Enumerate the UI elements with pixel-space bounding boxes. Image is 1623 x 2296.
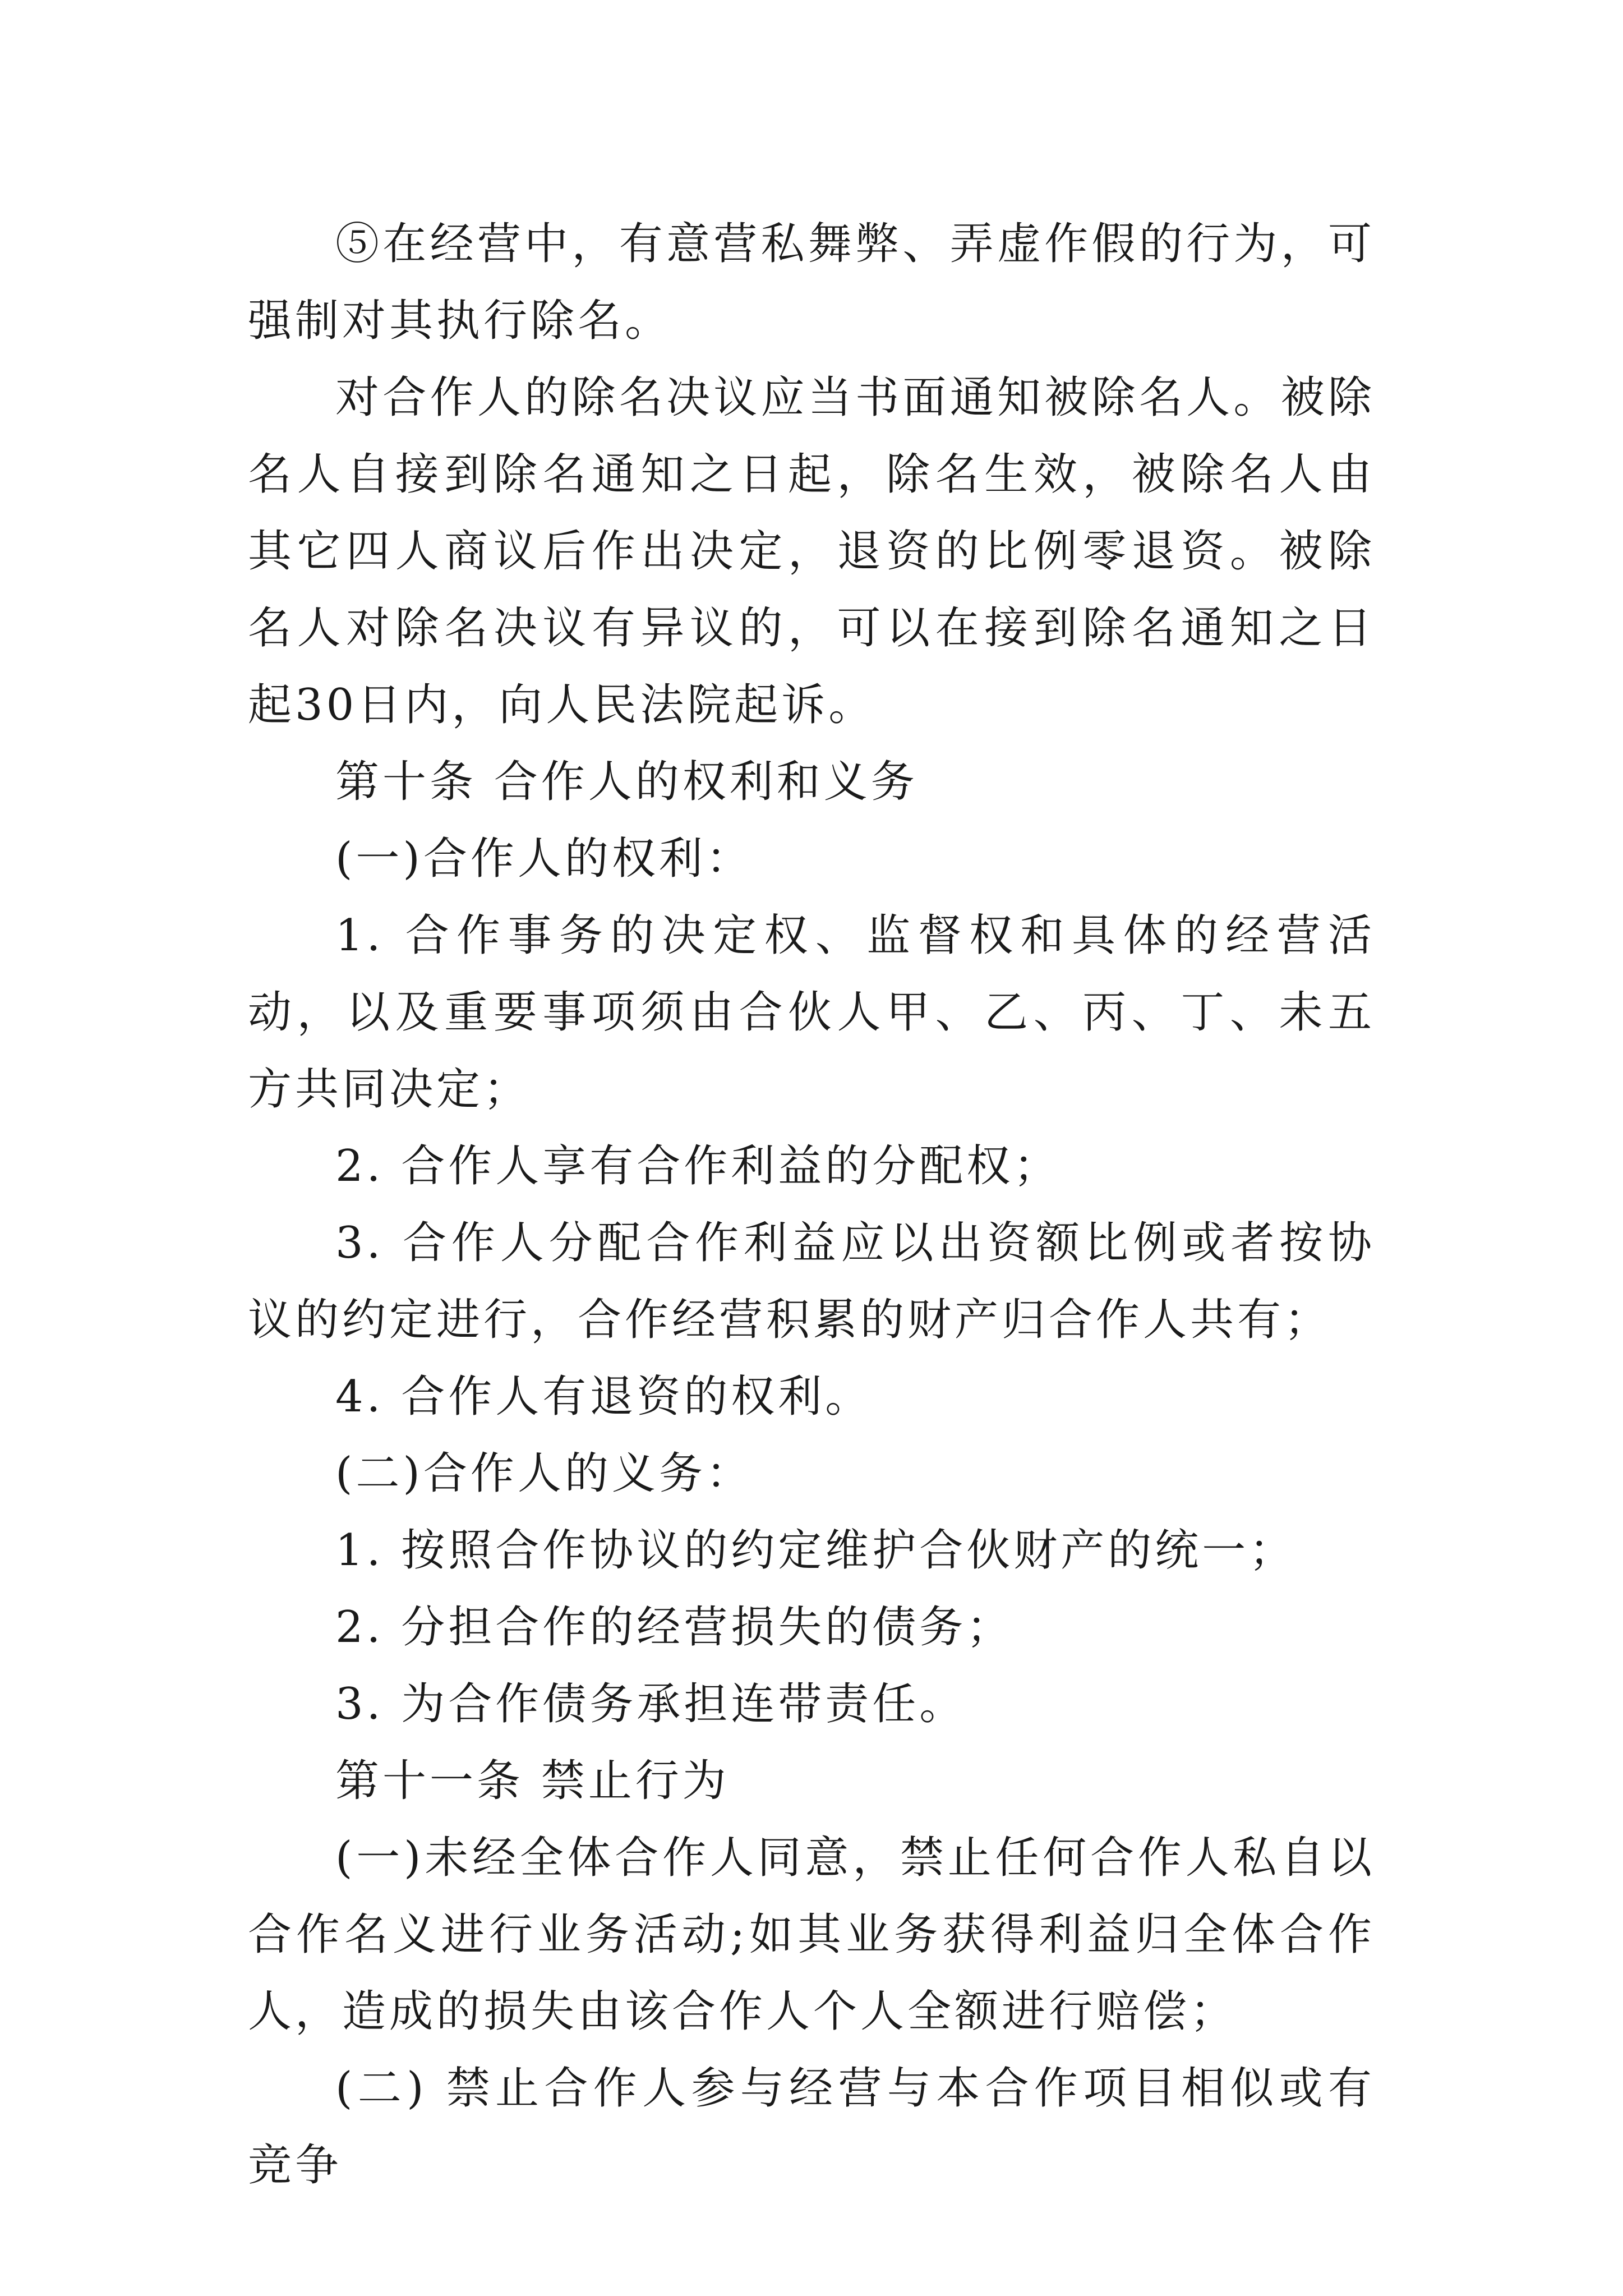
subheading-rights: (一)合作人的权利： [335, 834, 753, 884]
obligations-item-2: 2. 分担合作的经营损失的债务； [335, 1602, 1014, 1653]
obligations-item-1: 1. 按照合作协议的约定维护合伙财产的统一； [335, 1525, 1297, 1576]
document-body [248, 206, 1375, 2204]
rights-item-1: 1. 合作事务的决定权、监督权和具体的经营活动，以及重要事项须由合伙人甲、乙、丙、丁、未五方共同决定； [248, 910, 1375, 1115]
prohibition-item-2: (二) 禁止合作人参与经营与本合作项目相似或有竞争 [248, 2063, 1375, 2191]
heading-article-10: 第十条 合作人的权利和义务 [335, 757, 918, 807]
paragraph-expulsion-notice: 对合作人的除名决议应当书面通知被除名人。被除名人自接到除名通知之日起，除名生效，被除名人由其它四人商议后作出决定，退资的比例零退资。被除名人对除名决议有异议的，可以在接到除名通知之日起30日内，向人民法院起诉。 [248, 372, 1375, 730]
subheading-obligations: (二)合作人的义务： [335, 1448, 753, 1499]
heading-article-11: 第十一条 禁止行为 [335, 1756, 730, 1806]
paragraph-expulsion-clause-5: ⑤在经营中，有意营私舞弊、弄虚作假的行为，可强制对其执行除名。 [248, 219, 1375, 346]
rights-item-3: 3. 合作人分配合作利益应以出资额比例或者按协议的约定进行，合作经营积累的财产归合作人共有； [248, 1218, 1375, 1345]
prohibition-item-1: (一)未经全体合作人同意，禁止任何合作人私自以合作名义进行业务活动;如其业务获得利益归全体合作人，造成的损失由该合作人个人全额进行赔偿； [248, 1833, 1375, 2037]
rights-item-2: 2. 合作人享有合作利益的分配权； [335, 1141, 1061, 1191]
obligations-item-3: 3. 为合作债务承担连带责任。 [335, 1679, 967, 1729]
rights-item-4: 4. 合作人有退资的权利。 [335, 1372, 873, 1422]
